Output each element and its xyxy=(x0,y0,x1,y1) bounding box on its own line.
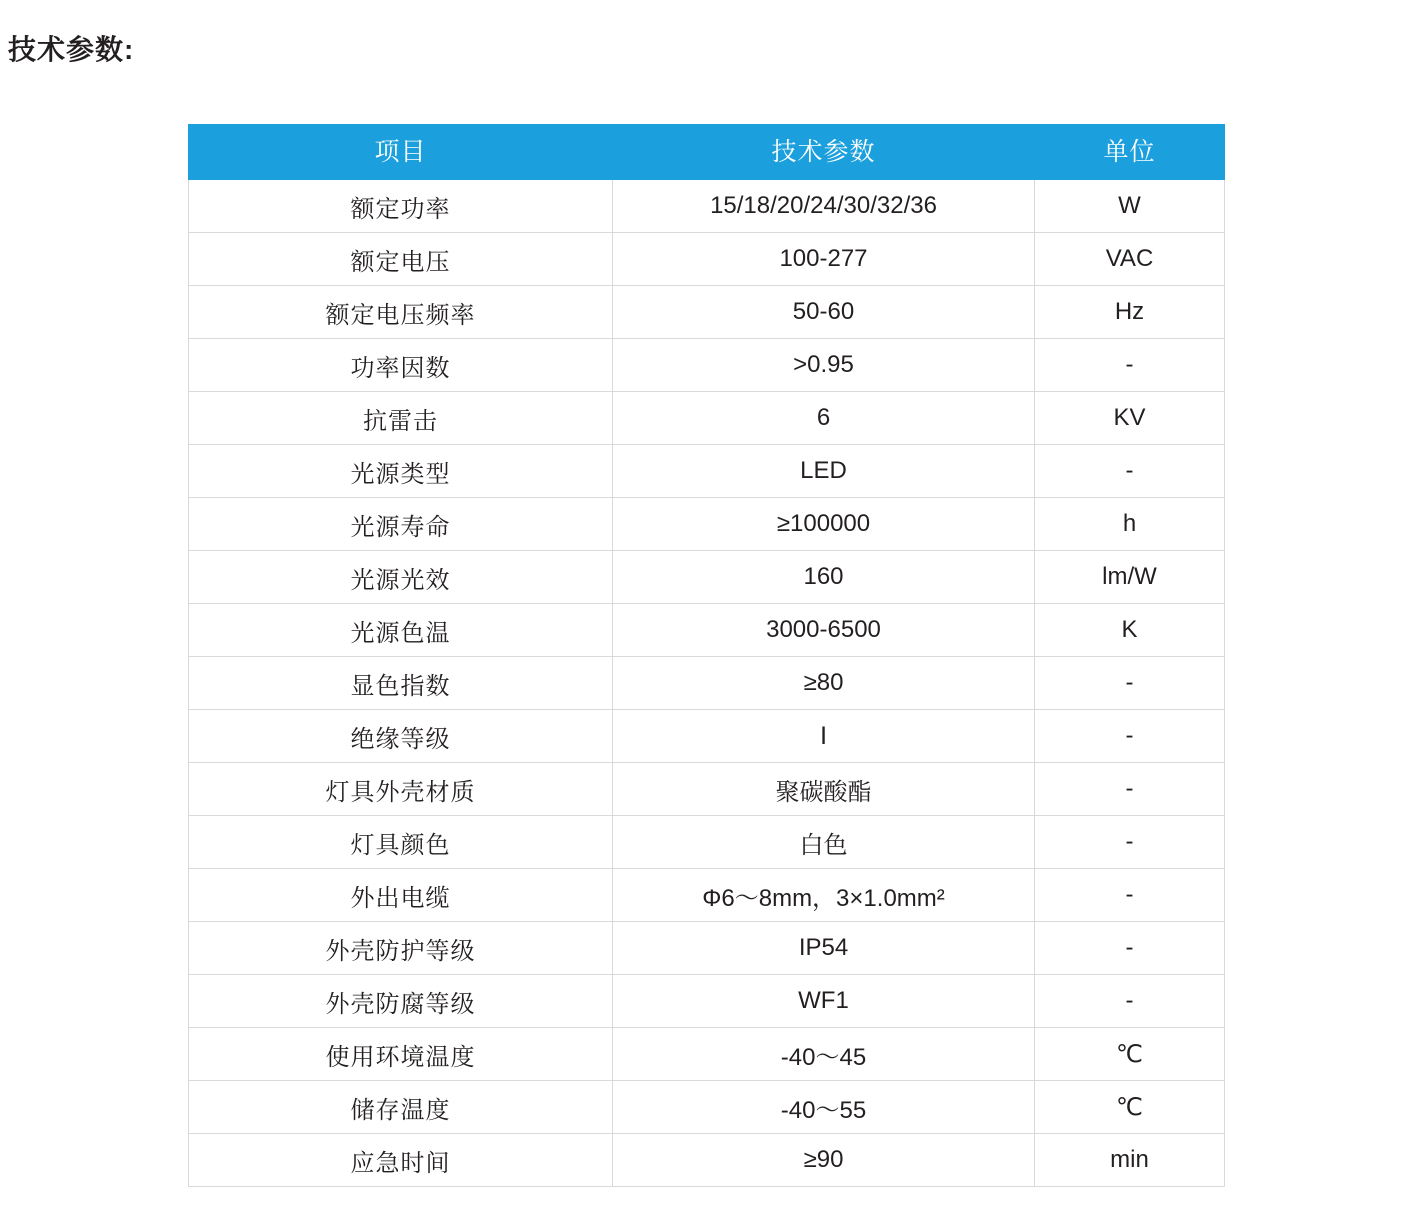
cell-parameter: WF1 xyxy=(613,975,1035,1028)
table-row xyxy=(189,1028,1225,1081)
table-row xyxy=(189,233,1225,286)
cell-item: 外出电缆 xyxy=(189,869,613,922)
cell-unit: h xyxy=(1035,498,1225,551)
column-header-item: 项目 xyxy=(189,125,613,180)
cell-item: 额定功率 xyxy=(189,180,613,233)
cell-unit: - xyxy=(1035,657,1225,710)
cell-parameter: 15/18/20/24/30/32/36 xyxy=(613,180,1035,233)
table-row xyxy=(189,869,1225,922)
cell-item: 抗雷击 xyxy=(189,392,613,445)
table-row xyxy=(189,339,1225,392)
cell-unit: W xyxy=(1035,180,1225,233)
cell-parameter: 160 xyxy=(613,551,1035,604)
cell-parameter: 聚碳酸酯 xyxy=(613,763,1035,816)
cell-unit: - xyxy=(1035,816,1225,869)
cell-unit: - xyxy=(1035,710,1225,763)
table-row xyxy=(189,286,1225,339)
table-row xyxy=(189,445,1225,498)
table-row xyxy=(189,180,1225,233)
cell-item: 功率因数 xyxy=(189,339,613,392)
cell-unit: - xyxy=(1035,922,1225,975)
cell-item: 应急时间 xyxy=(189,1134,613,1187)
cell-unit: KV xyxy=(1035,392,1225,445)
cell-unit: Hz xyxy=(1035,286,1225,339)
cell-unit: - xyxy=(1035,763,1225,816)
cell-parameter: ≥100000 xyxy=(613,498,1035,551)
cell-unit: ℃ xyxy=(1035,1028,1225,1081)
table-row xyxy=(189,498,1225,551)
cell-parameter: 100-277 xyxy=(613,233,1035,286)
cell-parameter: LED xyxy=(613,445,1035,498)
cell-item: 外壳防腐等级 xyxy=(189,975,613,1028)
cell-unit: - xyxy=(1035,339,1225,392)
cell-unit: min xyxy=(1035,1134,1225,1187)
table-row xyxy=(189,604,1225,657)
table-row xyxy=(189,710,1225,763)
table-row xyxy=(189,1134,1225,1187)
cell-item: 光源寿命 xyxy=(189,498,613,551)
column-header-unit: 单位 xyxy=(1035,125,1225,180)
page-title: 技术参数: xyxy=(8,34,135,65)
cell-item: 储存温度 xyxy=(189,1081,613,1134)
table-row xyxy=(189,763,1225,816)
cell-unit: VAC xyxy=(1035,233,1225,286)
cell-parameter: >0.95 xyxy=(613,339,1035,392)
cell-parameter: ≥80 xyxy=(613,657,1035,710)
table-row xyxy=(189,392,1225,445)
cell-parameter: 6 xyxy=(613,392,1035,445)
table-body xyxy=(189,180,1225,1187)
cell-unit: K xyxy=(1035,604,1225,657)
cell-unit: - xyxy=(1035,869,1225,922)
cell-unit: lm/W xyxy=(1035,551,1225,604)
table-row xyxy=(189,816,1225,869)
column-header-parameter: 技术参数 xyxy=(613,125,1035,180)
cell-parameter: ≥90 xyxy=(613,1134,1035,1187)
cell-item: 额定电压频率 xyxy=(189,286,613,339)
cell-item: 灯具颜色 xyxy=(189,816,613,869)
technical-parameters-table xyxy=(188,124,1225,1187)
cell-item: 使用环境温度 xyxy=(189,1028,613,1081)
cell-item: 光源色温 xyxy=(189,604,613,657)
table-header-row xyxy=(189,125,1225,180)
cell-unit: ℃ xyxy=(1035,1081,1225,1134)
cell-parameter: -40～45 xyxy=(613,1028,1035,1081)
cell-parameter: 3000-6500 xyxy=(613,604,1035,657)
cell-item: 绝缘等级 xyxy=(189,710,613,763)
cell-unit: - xyxy=(1035,975,1225,1028)
table-row xyxy=(189,551,1225,604)
table-row xyxy=(189,975,1225,1028)
cell-parameter: Φ6～8mm，3×1.0mm² xyxy=(613,869,1035,922)
cell-item: 光源类型 xyxy=(189,445,613,498)
table-row xyxy=(189,1081,1225,1134)
cell-item: 灯具外壳材质 xyxy=(189,763,613,816)
cell-parameter: IP54 xyxy=(613,922,1035,975)
table-header xyxy=(189,125,1225,180)
cell-item: 光源光效 xyxy=(189,551,613,604)
cell-item: 外壳防护等级 xyxy=(189,922,613,975)
table-row xyxy=(189,657,1225,710)
cell-parameter: 白色 xyxy=(613,816,1035,869)
cell-item: 显色指数 xyxy=(189,657,613,710)
table-row xyxy=(189,922,1225,975)
cell-parameter: Ⅰ xyxy=(613,710,1035,763)
cell-unit: - xyxy=(1035,445,1225,498)
cell-parameter: -40～55 xyxy=(613,1081,1035,1134)
cell-parameter: 50-60 xyxy=(613,286,1035,339)
cell-item: 额定电压 xyxy=(189,233,613,286)
